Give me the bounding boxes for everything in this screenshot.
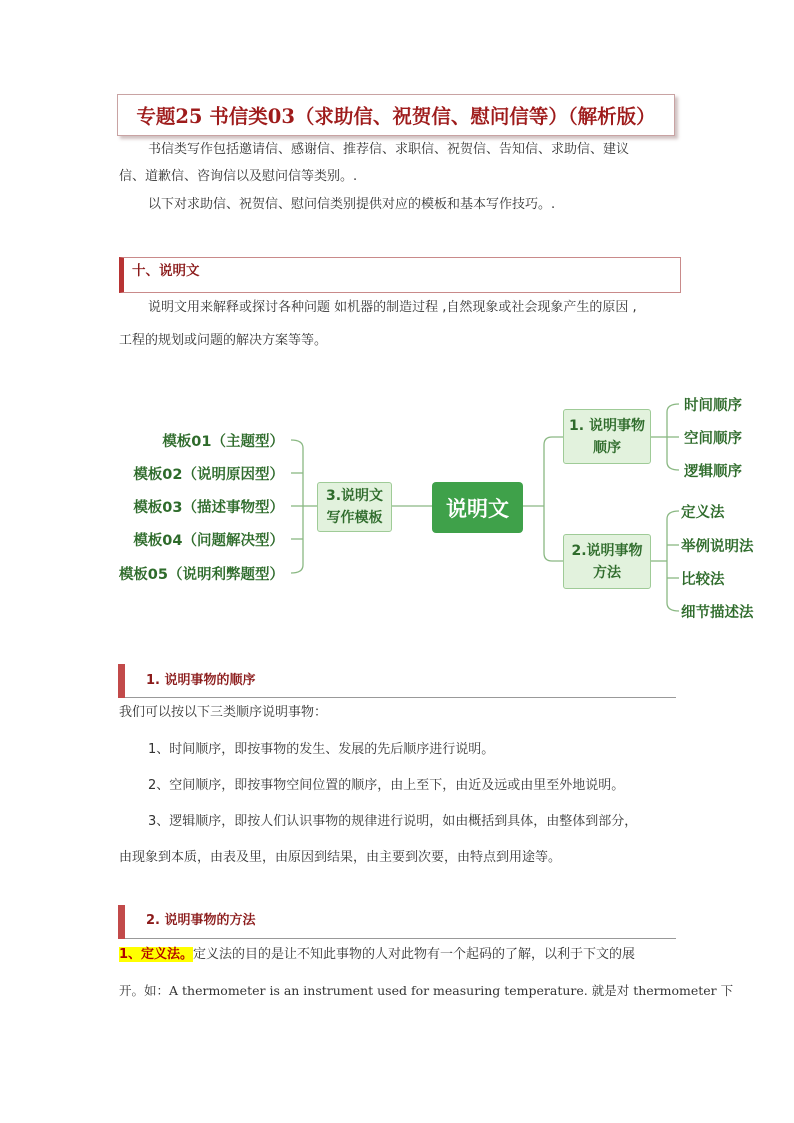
definition-highlight: 1、定义法。 <box>119 947 194 962</box>
method-leaf-definition: 定义法 <box>681 505 725 521</box>
definition-para-line-2: 开。如：A thermometer is an instrument used for measuring temperature. 就是对 thermometer 下 <box>119 983 734 998</box>
subsection-2-marker <box>118 905 125 939</box>
method-leaf-example: 举例说明法 <box>681 539 754 555</box>
subsection-2-heading: 2. 说明事物的方法 <box>146 913 256 928</box>
order-item-1: 1、时间顺序，即按事物的发生、发展的先后顺序进行说明。 <box>148 742 495 757</box>
template-item-4: 模板04（问题解决型） <box>133 533 284 549</box>
order-item-3-line-1: 3、逻辑顺序，即按人们认识事物的规律进行说明，如由概括到具体，由整体到部分， <box>148 814 638 829</box>
subsection-1-heading: 1. 说明事物的顺序 <box>146 673 256 688</box>
order-node-line-2: 顺序 <box>593 439 621 456</box>
writing-template-node-line-1: 3.说明文 <box>325 488 384 504</box>
order-leaf-space: 空间顺序 <box>684 431 742 447</box>
subsection-1-marker <box>118 664 125 698</box>
template-item-2: 模板02（说明原因型） <box>133 467 284 483</box>
method-leaf-detail: 细节描述法 <box>681 605 754 621</box>
method-node <box>563 534 651 589</box>
writing-template-node <box>317 482 392 532</box>
method-leaf-comparison: 比较法 <box>681 572 725 588</box>
template-item-3: 模板03（描述事物型） <box>133 500 284 516</box>
subsection-1-intro: 我们可以按以下三类顺序说明事物： <box>119 705 328 720</box>
order-node-line-1: 1. 说明事物 <box>569 417 645 434</box>
intro-line-3: 以下对求助信、祝贺信、慰问信类别提供对应的模板和基本写作技巧。. <box>148 197 556 212</box>
intro-line-1: 书信类写作包括邀请信、感谢信、推荐信、求职信、祝贺信、告知信、求助信、建议 <box>148 142 630 157</box>
order-node <box>563 409 651 464</box>
page-title: 专题25 书信类03（求助信、祝贺信、慰问信等）（解析版） <box>117 94 675 136</box>
order-leaf-logic: 逻辑顺序 <box>684 464 742 480</box>
intro-line-2: 信、道歉信、咨询信以及慰问信等类别。. <box>119 169 358 184</box>
section-para-line-2: 工程的规划或问题的解决方案等等。 <box>119 333 328 348</box>
template-item-1: 模板01（主题型） <box>162 434 284 450</box>
order-leaf-time: 时间顺序 <box>684 398 742 414</box>
definition-para-line-1 <box>119 945 635 965</box>
template-item-5: 模板05（说明利弊题型） <box>118 567 284 583</box>
writing-template-node-line-2: 写作模板 <box>326 510 383 526</box>
section-heading: 十、说明文 <box>119 257 681 293</box>
method-node-line-2: 方法 <box>593 564 621 581</box>
mindmap-center-node: 说明文 <box>432 482 523 533</box>
method-node-line-1: 2.说明事物 <box>571 542 643 559</box>
subsection-1-underline <box>125 697 676 698</box>
subsection-2-underline <box>125 938 676 939</box>
definition-text: 定义法的目的是让不知此事物的人对此物有一个起码的了解，以利于下文的展 <box>193 947 636 962</box>
order-item-2: 2、空间顺序，即按事物空间位置的顺序，由上至下，由近及远或由里至外地说明。 <box>148 778 625 793</box>
order-item-3-line-2: 由现象到本质，由表及里，由原因到结果，由主要到次要，由特点到用途等。 <box>119 850 562 865</box>
section-para-line-1: 说明文用来解释或探讨各种问题 如机器的制造过程 ,自然现象或社会现象产生的原因 , <box>148 300 637 315</box>
